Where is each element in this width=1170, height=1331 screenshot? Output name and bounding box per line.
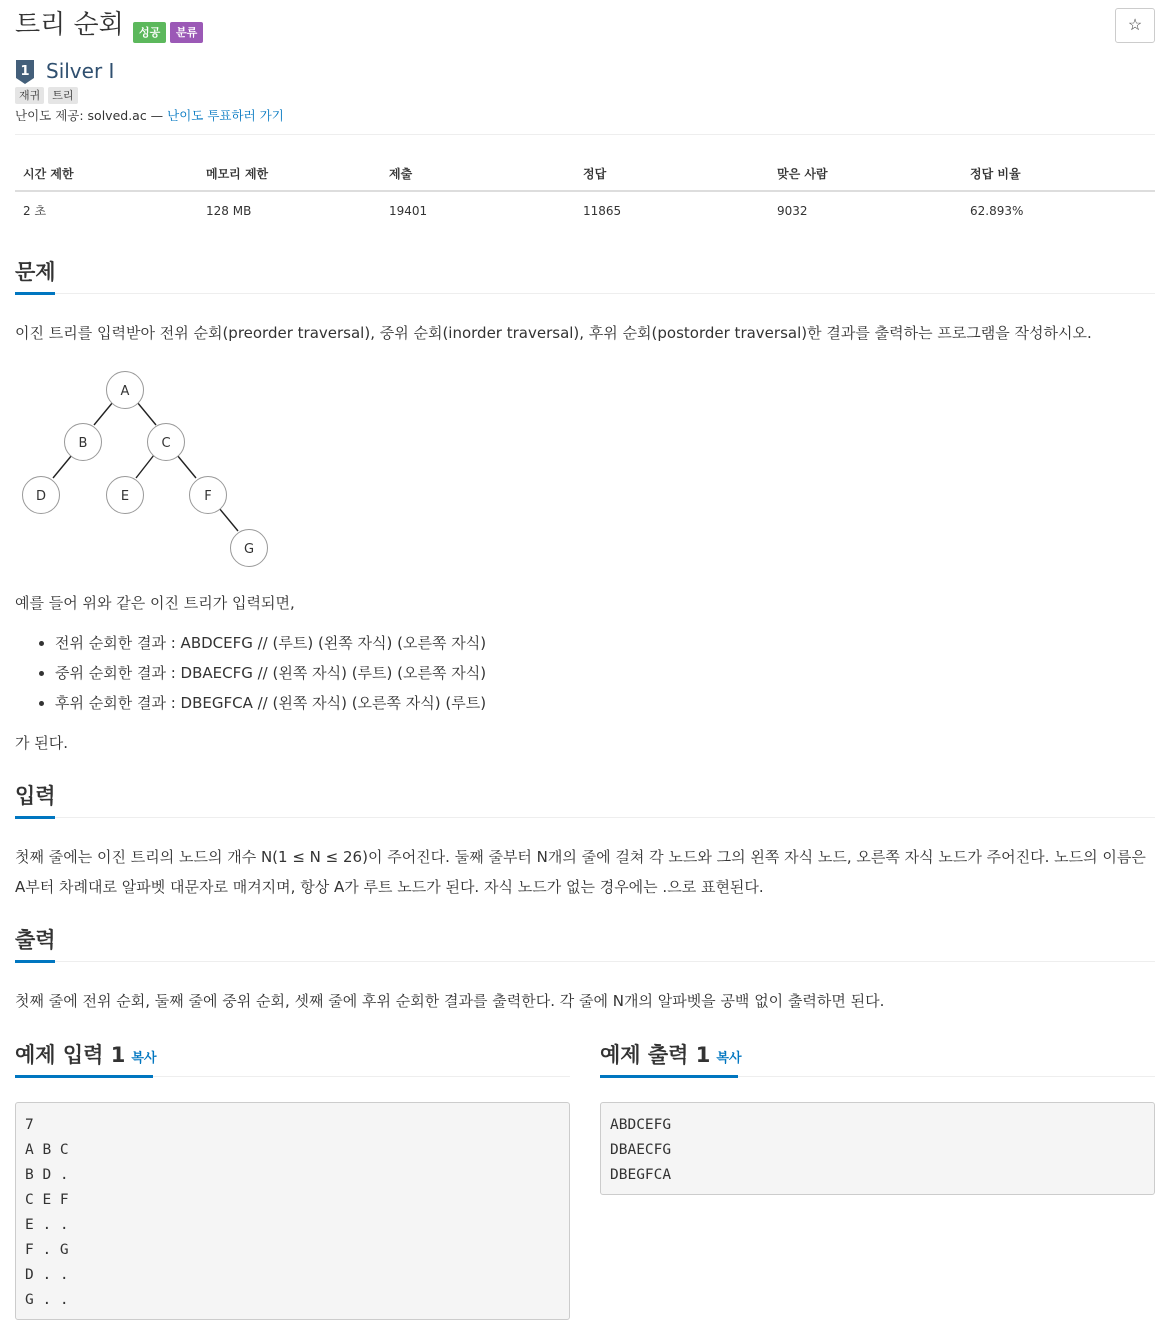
- table-row: [15, 191, 1155, 229]
- tree-edge-c-f: [177, 455, 196, 478]
- tag-recursion[interactable]: 재귀: [15, 87, 44, 104]
- list-item: • 전위 순회한 결과 : ABDCEFG // (루트) (왼쪽 자식) (오른쪽 자식): [55, 628, 486, 658]
- problem-heading: 문제: [15, 260, 56, 284]
- stats-table: [15, 155, 1155, 229]
- sample-input-box[interactable]: 7 A B C B D . C E F E . . F . G D . . G . .: [15, 1102, 570, 1320]
- tag-tree[interactable]: 트리: [48, 87, 77, 104]
- tree-node-g: G: [243, 542, 255, 557]
- sample-output-heading: [600, 1041, 742, 1073]
- output-description: 첫째 줄에 전위 순회, 둘째 줄에 중위 순회, 셋째 줄에 후위 순회한 결과를 출력한다. 각 줄에 N개의 알파벳을 공백 없이 출력하면 된다.: [15, 992, 885, 1010]
- stats-header-accepted: 정답: [575, 155, 769, 191]
- section-divider: [15, 961, 1155, 962]
- difficulty-provider: [15, 107, 284, 125]
- stats-header-memory: 메모리 제한: [198, 155, 381, 191]
- page-title: 트리 순회: [15, 10, 124, 40]
- category-badge[interactable]: 분류: [170, 22, 203, 43]
- output-heading: 출력: [15, 928, 56, 952]
- example-intro: 예를 들어 위와 같은 이진 트리가 입력되면,: [15, 594, 295, 612]
- section-divider: [15, 817, 1155, 818]
- input-description: 첫째 줄에는 이진 트리의 노드의 개수 N(1 ≤ N ≤ 26)이 주어진다. 둘째 줄부터 N개의 줄에 걸쳐 각 노드와 그의 왼쪽 자식 노드, 오른쪽 자식 노드가 주어진다. 노드의 이름은 A부터 차례대로 알파벳 대문자로 매겨지며, 항상 A가 루트 노드가 된다. 자식 노드가 없는 경우에는 .으로 표현된다.: [15, 848, 1146, 896]
- stats-submissions[interactable]: 19401: [389, 203, 428, 218]
- stats-header-solvers: 맞은 사람: [769, 155, 962, 191]
- tree-node-a: A: [120, 384, 130, 399]
- divider: [15, 134, 1155, 135]
- provider-text: 난이도 제공: solved.ac —: [15, 108, 164, 123]
- difficulty-vote-link[interactable]: 난이도 투표하러 가기: [167, 108, 284, 123]
- stats-header-submissions: 제출: [381, 155, 575, 191]
- tree-edge-c-e: [136, 455, 154, 478]
- list-item: • 후위 순회한 결과 : DBEGFCA // (왼쪽 자식) (오른쪽 자식) (루트): [55, 688, 486, 718]
- sample-input-title: 예제 입력 1: [15, 1043, 126, 1067]
- svg-text:1: 1: [20, 64, 30, 79]
- stats-header-time: 시간 제한: [15, 155, 198, 191]
- list-item: • 중위 순회한 결과 : DBAECFG // (왼쪽 자식) (루트) (오른쪽 자식): [55, 658, 486, 688]
- stats-solvers[interactable]: 9032: [777, 203, 808, 218]
- problem-description: 이진 트리를 입력받아 전위 순회(preorder traversal), 중위 순회(inorder traversal), 후위 순회(postorder traversal)한 결과를 출력하는 프로그램을 작성하시오.: [15, 324, 1092, 342]
- section-underline: [15, 292, 55, 295]
- traversal-list: [55, 628, 486, 718]
- tier-name[interactable]: Silver I: [46, 59, 115, 83]
- binary-tree-diagram: [15, 368, 275, 572]
- stats-accepted[interactable]: 11865: [583, 203, 622, 218]
- sample-input-heading: [15, 1041, 157, 1073]
- stats-header-row: [15, 155, 1155, 191]
- tree-node-d: D: [35, 489, 47, 504]
- copy-sample-output-button[interactable]: 복사: [716, 1051, 742, 1066]
- status-badge-success[interactable]: 성공: [133, 22, 166, 43]
- stats-memory-limit: 128 MB: [206, 203, 252, 218]
- section-underline: [600, 1075, 738, 1078]
- stats-ratio: 62.893%: [970, 203, 1024, 218]
- stats-time-limit: 2 초: [23, 204, 47, 218]
- section-underline: [15, 816, 55, 819]
- sample-output-box[interactable]: ABDCEFG DBAECFG DBEGFCA: [600, 1102, 1155, 1195]
- section-underline: [15, 960, 55, 963]
- input-heading: 입력: [15, 784, 56, 808]
- star-button[interactable]: ☆: [1115, 8, 1155, 43]
- tree-node-f: F: [204, 489, 212, 504]
- tree-node-c: C: [161, 436, 171, 451]
- problem-closing: 가 된다.: [15, 734, 69, 752]
- section-underline: [15, 1075, 153, 1078]
- tree-edge-b-d: [53, 455, 72, 478]
- tag-list: [15, 87, 78, 104]
- tree-edge-f-g: [219, 508, 238, 531]
- sample-output-title: 예제 출력 1: [600, 1043, 711, 1067]
- tree-edge-a-c: [137, 402, 156, 425]
- tree-node-b: B: [78, 436, 88, 451]
- stats-header-ratio: 정답 비율: [962, 155, 1155, 191]
- tier-silver-icon: [15, 60, 35, 84]
- tree-edge-a-b: [94, 402, 113, 425]
- section-divider: [15, 293, 1155, 294]
- copy-sample-input-button[interactable]: 복사: [131, 1051, 157, 1066]
- tree-node-e: E: [120, 489, 130, 504]
